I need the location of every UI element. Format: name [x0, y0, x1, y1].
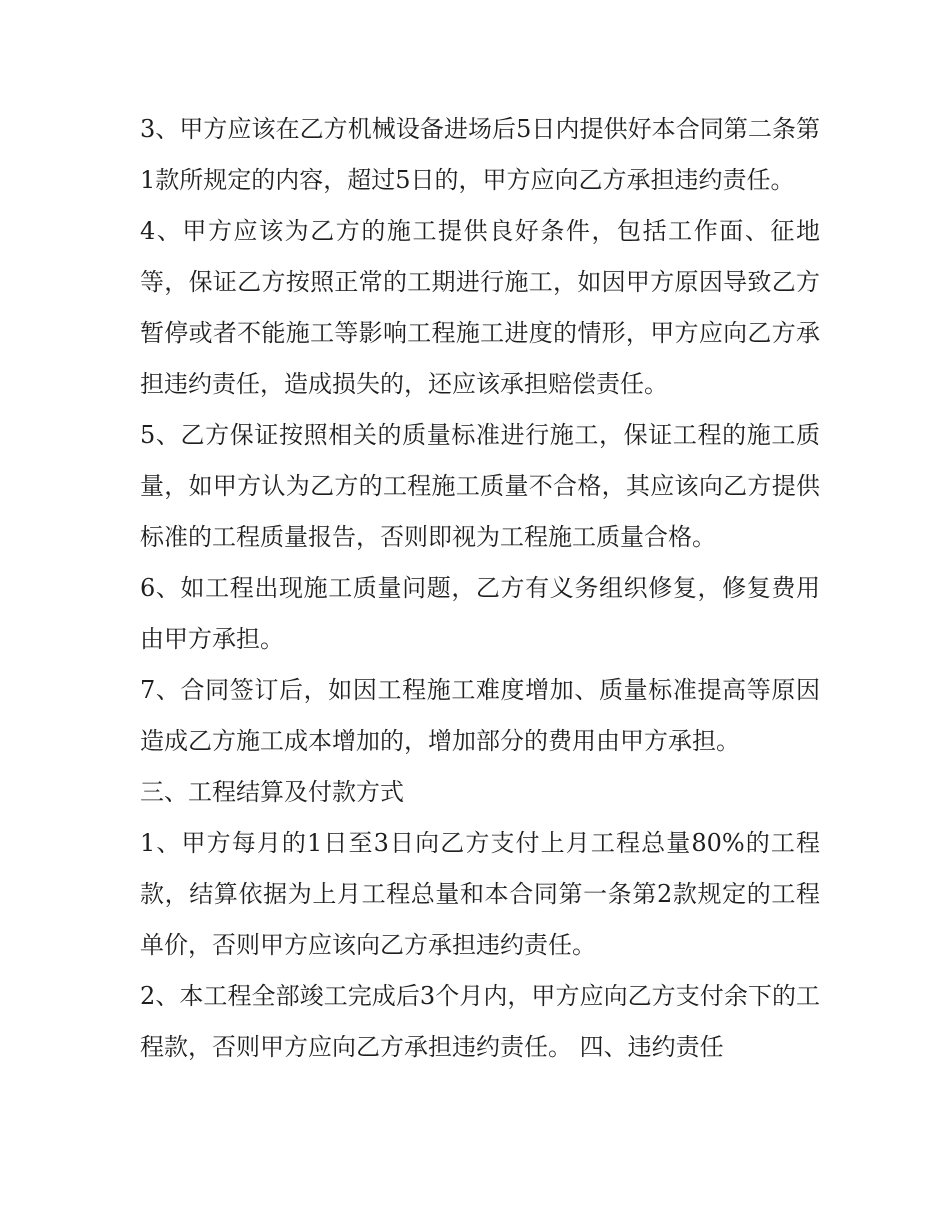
- clause-4-paragraph: 4、甲方应该为乙方的施工提供良好条件，包括工作面、征地等，保证乙方按照正常的工期进行施工，如因甲方原因导致乙方暂停或者不能施工等影响工程施工进度的情形，甲方应向乙方承担违约责任，造成损失的，还应该承担赔偿责任。: [140, 217, 820, 398]
- clause-6-paragraph: 6、如工程出现施工质量问题，乙方有义务组织修复，修复费用由甲方承担。: [140, 574, 820, 653]
- clause-5-paragraph: 5、乙方保证按照相关的质量标准进行施工，保证工程的施工质量，如甲方认为乙方的工程施工质量不合格，其应该向乙方提供标准的工程质量报告，否则即视为工程施工质量合格。: [140, 421, 820, 551]
- payment-clause-2-paragraph: 2、本工程全部竣工完成后3个月内，甲方应向乙方支付余下的工程款，否则甲方应向乙方承担违约责任。 四、违约责任: [140, 982, 820, 1061]
- section-3-heading: 三、工程结算及付款方式: [140, 778, 404, 806]
- document-body: [140, 104, 820, 1073]
- clause-7-paragraph: 7、合同签订后，如因工程施工难度增加、质量标准提高等原因造成乙方施工成本增加的，增加部分的费用由甲方承担。: [140, 676, 820, 755]
- clause-3-paragraph: 3、甲方应该在乙方机械设备进场后5日内提供好本合同第二条第1款所规定的内容，超过5日的，甲方应向乙方承担违约责任。: [140, 115, 820, 194]
- payment-clause-1-paragraph: 1、甲方每月的1日至3日向乙方支付上月工程总量80%的工程款，结算依据为上月工程总量和本合同第一条第2款规定的工程单价，否则甲方应该向乙方承担违约责任。: [140, 829, 820, 959]
